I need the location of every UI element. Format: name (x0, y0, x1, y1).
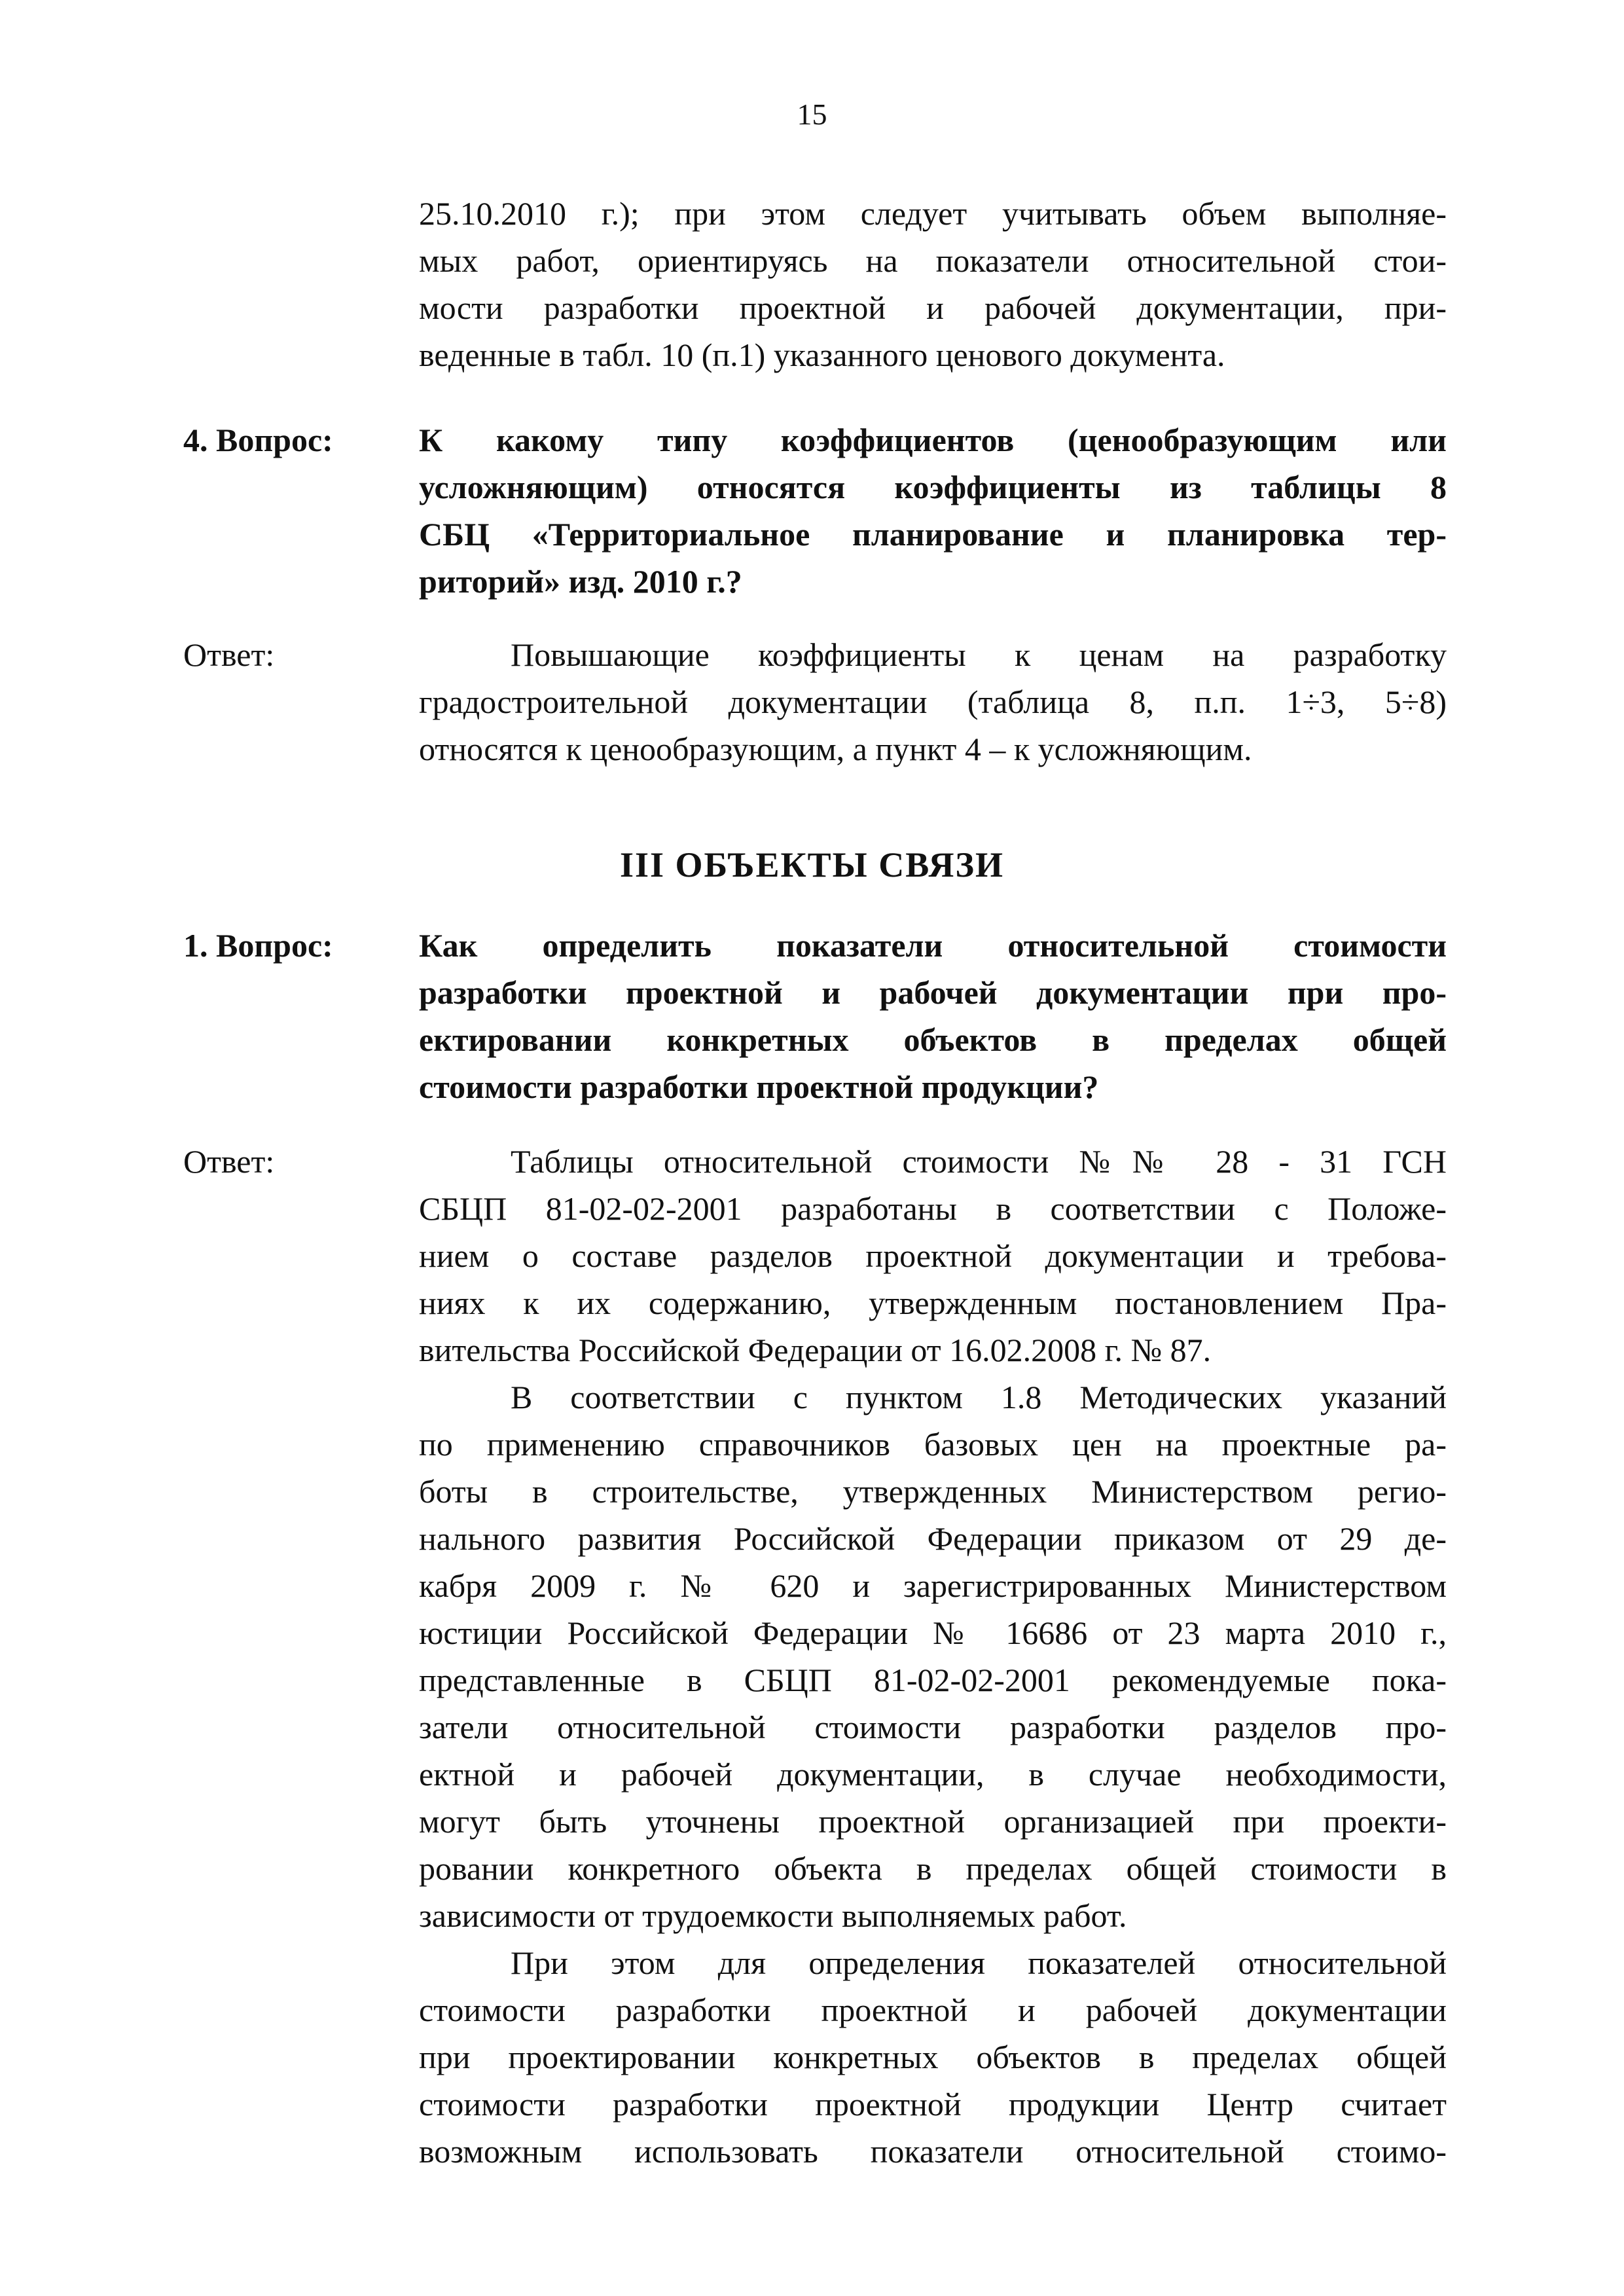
answer-line: ровании конкретного объекта в пределах общей стоимости в (419, 1850, 1447, 1887)
question-line: Как определить показатели относительной стоимости (419, 927, 1447, 964)
question-line: усложняющим) относятся коэффициенты из таблицы 8 (419, 469, 1447, 505)
answer-1 (183, 1138, 1447, 2175)
answer-line: ектной и рабочей документации, в случае необходимости, (419, 1756, 1447, 1793)
question-label: 1. Вопрос: (183, 927, 333, 964)
answer-line: При этом для определения показателей относительной (511, 1944, 1447, 1981)
answer-line: вительства Российской Федерации от 16.02.2008 г. № 87. (419, 1332, 1212, 1368)
answer-label: Ответ: (183, 636, 275, 673)
answer-line: относятся к ценообразующим, а пункт 4 – к усложняющим. (419, 731, 1252, 767)
answer-line: по применению справочников базовых цен на проектные ра- (419, 1426, 1447, 1463)
text-line: 25.10.2010 г.); при этом следует учитывать объем выполняе- (419, 195, 1447, 232)
answer-paragraph-3 (419, 1939, 1447, 2175)
answer-line: Таблицы относительной стоимости №№ 28 - 31 ГСН (511, 1143, 1447, 1180)
answer-line: СБЦП 81-02-02-2001 разработаны в соответствии с Положе- (419, 1190, 1447, 1227)
answer-line: нием о составе разделов проектной документации и требова- (419, 1237, 1447, 1274)
answer-line: при проектировании конкретных объектов в пределах общей (419, 2039, 1447, 2075)
text-line: мости разработки проектной и рабочей документации, при- (419, 289, 1447, 326)
answer-line: могут быть уточнены проектной организацией при проекти- (419, 1803, 1447, 1840)
answer-label: Ответ: (183, 1143, 275, 1180)
answer-line: кабря 2009 г. № 620 и зарегистрированных Министерством (419, 1567, 1447, 1604)
question-line: стоимости разработки проектной продукции? (419, 1068, 1099, 1105)
answer-line: нального развития Российской Федерации приказом от 29 де- (419, 1520, 1447, 1557)
answer-paragraph-1 (419, 1138, 1447, 1374)
answer-line: юстиции Российской Федерации № 16686 от 23 марта 2010 г., (419, 1614, 1447, 1651)
text-line: веденные в табл. 10 (п.1) указанного ценового документа. (419, 337, 1225, 373)
answer-paragraph-2 (419, 1374, 1447, 1939)
question-4 (183, 416, 1447, 605)
question-label: 4. Вопрос: (183, 422, 333, 458)
question-line: риторий» изд. 2010 г.? (419, 563, 742, 600)
continuation-paragraph (183, 190, 1447, 378)
page-number: 15 (797, 98, 827, 131)
answer-4 (183, 631, 1447, 773)
answer-line: представленные в СБЦП 81-02-02-2001 рекомендуемые пока- (419, 1662, 1447, 1698)
question-line: разработки проектной и рабочей документации при про- (419, 974, 1447, 1011)
question-line: ектировании конкретных объектов в пределах общей (419, 1021, 1447, 1058)
answer-line: В соответствии с пунктом 1.8 Методических указаний (511, 1379, 1447, 1415)
text-line: мых работ, ориентируясь на показатели относительной стои- (419, 242, 1447, 279)
section-heading: III ОБЪЕКТЫ СВЯЗИ (619, 845, 1005, 884)
answer-line: Повышающие коэффициенты к ценам на разработку (511, 636, 1447, 673)
answer-line: зависимости от трудоемкости выполняемых работ. (419, 1897, 1127, 1934)
question-1 (183, 922, 1447, 1110)
answer-line: ниях к их содержанию, утвержденным постановлением Пра- (419, 1285, 1447, 1321)
answer-line: стоимости разработки проектной продукции Центр считает (419, 2086, 1447, 2123)
answer-line: затели относительной стоимости разработки разделов про- (419, 1709, 1447, 1745)
answer-line: стоимости разработки проектной и рабочей документации (419, 1992, 1447, 2028)
question-line: К какому типу коэффициентов (ценообразующим или (419, 422, 1447, 458)
answer-line: боты в строительстве, утвержденных Министерством регио- (419, 1473, 1447, 1510)
question-line: СБЦ «Территориальное планирование и планировка тер- (419, 516, 1447, 553)
answer-line: возможным использовать показатели относительной стоимо- (419, 2133, 1447, 2170)
answer-line: градостроительной документации (таблица 8, п.п. 1÷3, 5÷8) (419, 683, 1447, 720)
